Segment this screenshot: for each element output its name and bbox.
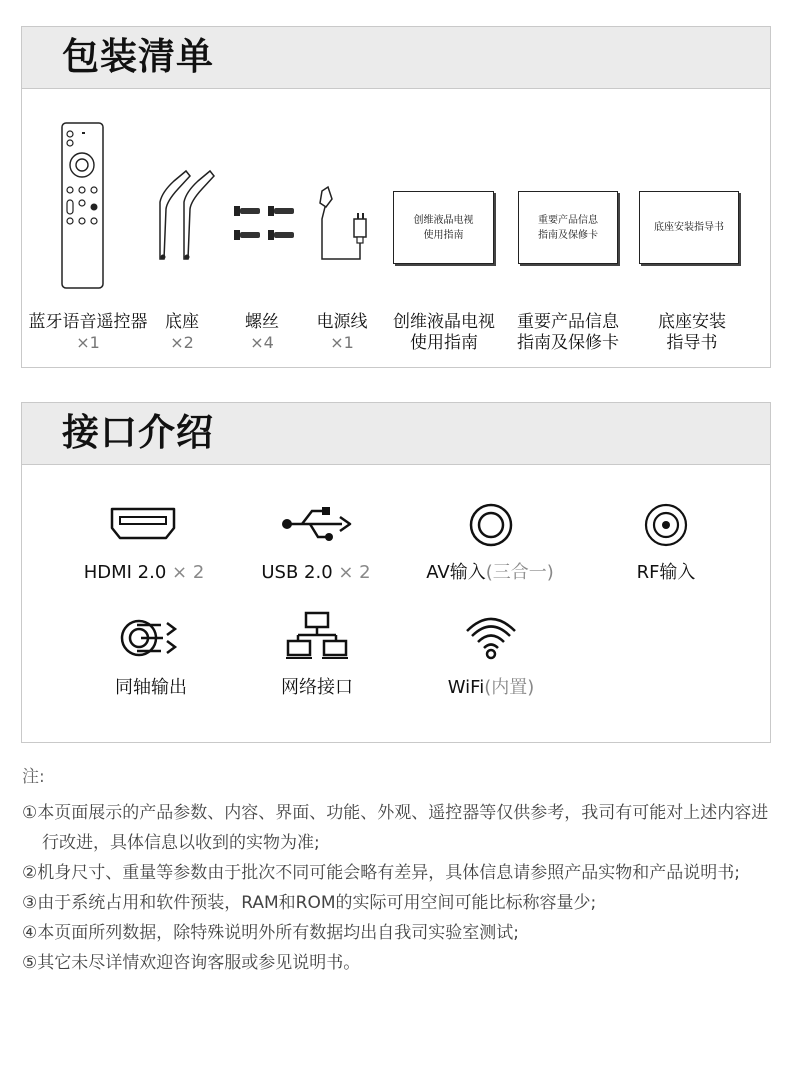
warranty-label-line2: 指南及保修卡 — [517, 333, 619, 353]
wifi-label: WiFi(内置) — [447, 677, 535, 698]
av-port-icon — [469, 503, 513, 547]
power-cord-qty: ×1 — [330, 333, 354, 352]
wifi-icon — [463, 613, 519, 661]
coaxial-output-icon — [119, 615, 183, 661]
stand-label: 底座 — [165, 312, 199, 332]
warranty-label-line1: 重要产品信息 — [517, 312, 619, 332]
ports-title: 接口介绍 — [62, 411, 214, 454]
package-list-title: 包装清单 — [62, 35, 214, 78]
ports-panel — [21, 402, 771, 743]
user-guide-label-line1: 创维液晶电视 — [393, 312, 495, 332]
package-list-panel — [21, 26, 771, 368]
package-list-header — [22, 27, 770, 89]
coaxial-output-label: 同轴输出 — [115, 677, 187, 698]
note-item: ⑤其它未尽详情欢迎咨询客服或参见说明书。 — [22, 953, 361, 973]
screws-qty: ×4 — [250, 333, 274, 352]
usb-label: USB 2.0 × 2 — [261, 562, 371, 583]
usb-icon — [280, 503, 352, 545]
note-item: ③由于系统占用和软件预装，RAM和ROM的实际可用空间可能比标称容量少; — [22, 893, 597, 913]
av-input-label: AV输入(三合一) — [426, 562, 554, 583]
hdmi-label: HDMI 2.0 × 2 — [83, 562, 205, 583]
network-port-label: 网络接口 — [281, 677, 353, 698]
network-port-icon — [286, 611, 348, 659]
user-guide-label-line2: 使用指南 — [410, 333, 478, 353]
screws-icon — [234, 202, 296, 244]
note-item: ②机身尺寸、重量等参数由于批次不同可能会略有差异，具体信息请参照产品实物和产品说明书; — [22, 863, 740, 883]
warranty-card-book: 重要产品信息 指南及保修卡 — [518, 191, 618, 264]
install-guide-label-line1: 底座安装 — [658, 312, 726, 332]
rf-input-label: RF输入 — [636, 562, 696, 583]
power-cord-label: 电源线 — [316, 312, 368, 332]
remote-control-icon — [61, 122, 105, 290]
note-item: ①本页面展示的产品参数、内容、界面、功能、外观、遥控器等仅供参考，我司有可能对上述内容进行改进，具体信息以收到的实物为准; — [22, 803, 769, 853]
user-guide-book: 创维液晶电视 使用指南 — [393, 191, 494, 264]
remote-qty: ×1 — [76, 333, 100, 352]
notes-section — [22, 762, 770, 978]
stand-qty: ×2 — [170, 333, 194, 352]
hdmi-port-icon — [110, 506, 176, 542]
screws-label: 螺丝 — [245, 312, 279, 332]
power-cord-icon — [312, 185, 370, 263]
note-item: ④本页面所列数据，除特殊说明外所有数据均出自我司实验室测试; — [22, 923, 519, 943]
notes-heading: 注: — [22, 767, 45, 787]
stand-legs-icon — [150, 167, 220, 267]
install-guide-label-line2: 指导书 — [666, 333, 718, 353]
rf-port-icon — [644, 503, 688, 547]
stand-install-guide-book: 底座安装指导书 — [639, 191, 739, 264]
remote-label: 蓝牙语音遥控器 — [28, 312, 148, 332]
ports-header — [22, 403, 770, 465]
